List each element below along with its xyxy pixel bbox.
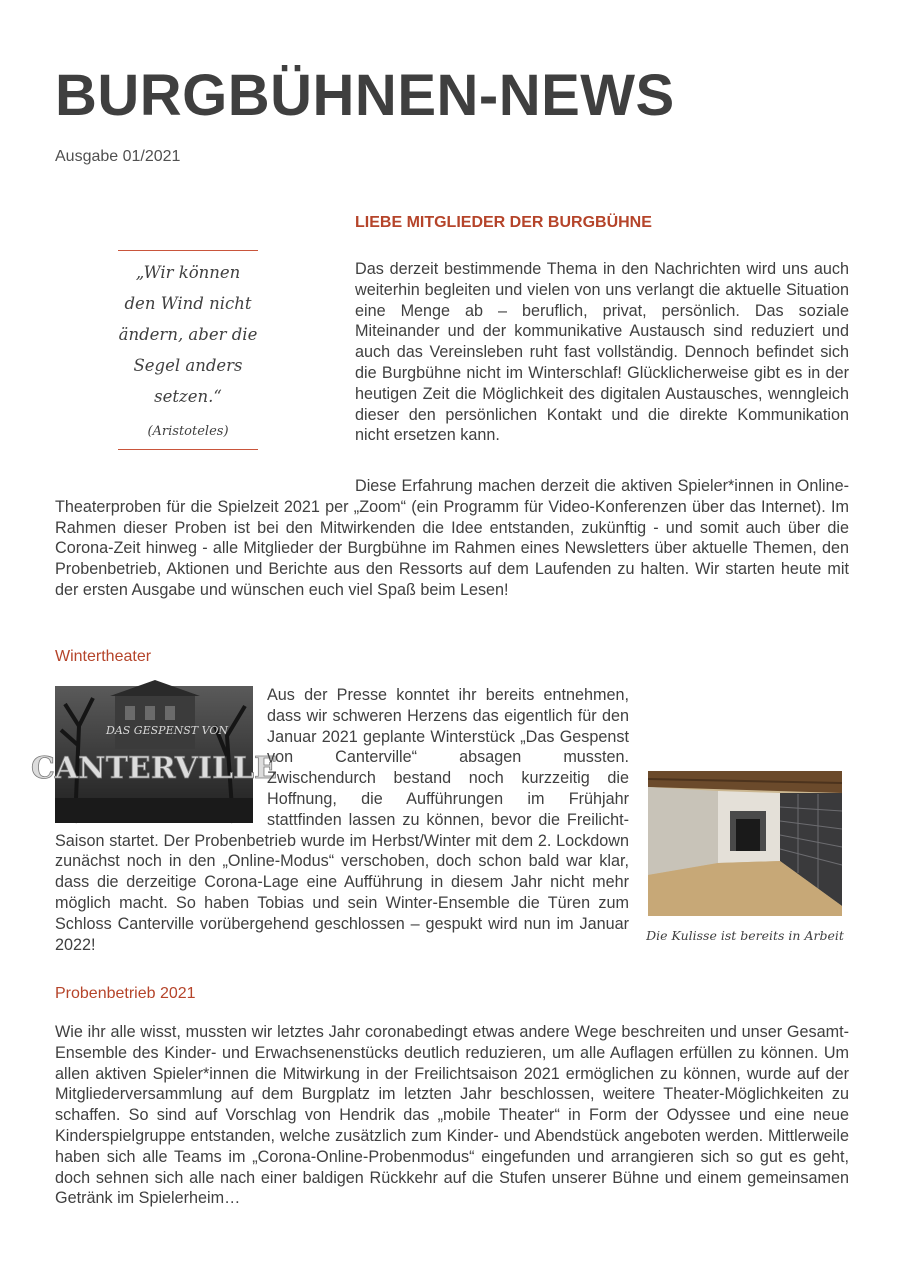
float-spacer-right <box>629 747 849 917</box>
wintertheater-text-block <box>55 685 849 955</box>
canterville-image-large-title: CANTERVILLE <box>31 751 277 786</box>
probenbetrieb-text: Wie ihr alle wisst, mussten wir letztes Jahr coronabedingt etwas andere Wege beschreiten und unser Gesamt-Ensemble des Kinder- und Erwachsenenstücks deutlich reduzieren, um alle Auflagen erfüllen zu können. Um allen aktiven Spieler*innen die Mitwirkung in der Freilichtsaison 2021 ermöglichen zu können, wurde auf der Mitgliederversammlung auf dem Burgplatz im letzten Jahr beschlossen, weitere Theater-Möglichkeiten zu schaffen. So sind auf Vorschlag von Hendrik das „mobile Theater“ in Form der Odyssee und eine neue Kinderspielgruppe entstanden, welche zusätzlich zum Kinder- und Abendstück angeboten werden. Mittlerweile haben sich alle Teams im „Corona-Online-Probenmodus“ eingefunden und arrangieren sich so gut es geht, doch sehnen sich alle nach einer baldigen Rückkehr auf die Stufen unserer Bühne und einem gemeinsamen Getränk im Spielerheim… <box>55 1023 849 1208</box>
float-spacer-left <box>55 685 267 827</box>
section-heading-wintertheater: Wintertheater <box>55 648 152 665</box>
wintertheater-text: Aus der Presse konntet ihr bereits entnehmen, dass wir schweren Herzens das eigentlich für den Januar 2021 geplante Winterstück „Das Gespenst von Canterville“ absagen mussten. Zwischendurch bestand noch kurzzeitig die Hoffnung, die Aufführungen im Frühjahr stattfinden lassen zu können, bevor die Freilicht-Saison startet. Der Probenbetrieb wurde im Herbst/Winter mit dem 2. Lockdown zunächst noch in den „Online-Modus“ verschoben, doch schon bald war klar, dass die derzeitige Corona-Lage eine Aufführung in diesem Jahr nicht mehr möglich macht. So haben Tobias und sein Winter-Ensemble die Türen zum Schloss Canterville vorübergehend geschlossen – gespukt wird nun im Januar 2022! <box>55 686 629 954</box>
quote-box <box>118 250 258 450</box>
section-heading-probenbetrieb: Probenbetrieb 2021 <box>55 985 196 1002</box>
issue-number: Ausgabe 01/2021 <box>55 148 181 165</box>
intro-heading: LIEBE MITGLIEDER DER BURGBÜHNE <box>355 214 652 231</box>
intro-paragraph-2: Diese Erfahrung machen derzeit die aktiven Spieler*innen in Online-Theaterproben für die Spielzeit 2021 per „Zoom“ (ein Programm für Video-Konferenzen über das Internet). Im Rahmen dieser Proben ist bei den Mitwirkenden die Idee entstanden, zukünftig - und somit auch über die Corona-Zeit hinweg - alle Mitglieder der Burgbühne im Rahmen eines Newsletters über aktuelle Themen, den Probenbetrieb, Aktionen und Berichte aus den Ressorts auf dem Laufenden zu halten. Wir starten heute mit der ersten Ausgabe und wünschen euch viel Spaß beim Lesen! <box>55 477 849 599</box>
newsletter-title: BURGBÜHNEN-NEWS <box>55 63 675 128</box>
canterville-image-small-title: DAS GESPENST VON <box>106 724 228 737</box>
quote-text: „Wir können den Wind nicht ändern, aber die Segel anders setzen.“ <box>118 263 258 406</box>
intro-paragraph-1: Das derzeit bestimmende Thema in den Nachrichten wird uns auch weiterhin begleiten und vielen von uns verlangt die aktuelle Situation eine Menge ab – beruflich, privat, persönlich. Das soziale Miteinander und der kommunikative Austausch sind reduziert und auch das Vereinsleben ruht fast vollständig. Dennoch befindet sich die Burgbühne nicht im Winterschlaf! Glücklicherweise gibt es in der heutigen Zeit die Möglichkeit des digitalen Austausches, wenngleich dieser den persönlichen Kontakt und die direkte Kommunikation nicht ersetzen kann. <box>355 260 849 445</box>
quote-author: (Aristoteles) <box>147 424 229 439</box>
kulisse-caption: Die Kulisse ist bereits in Arbeit <box>646 928 844 943</box>
